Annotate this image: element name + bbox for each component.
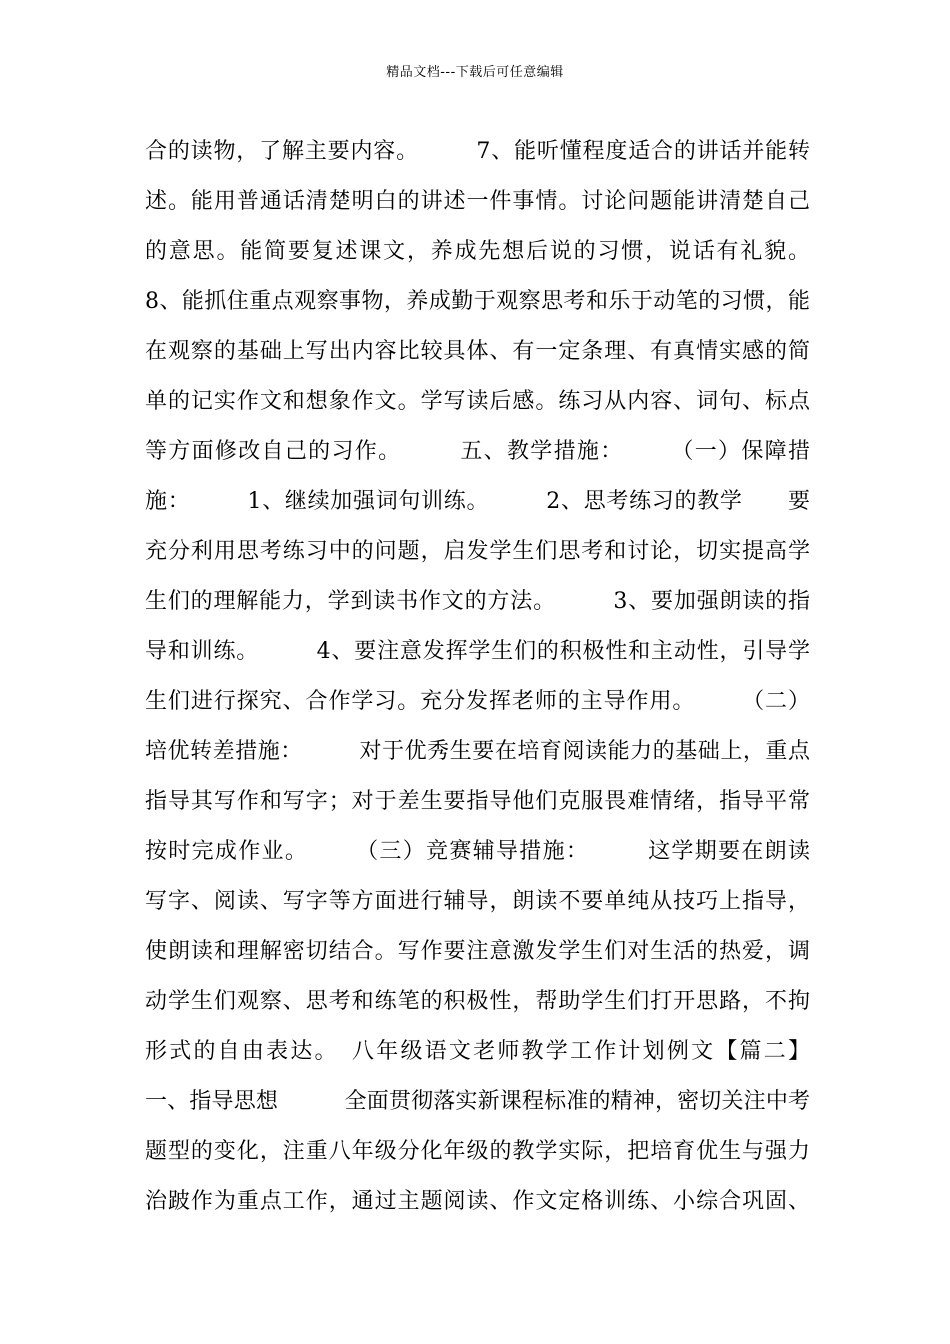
- text-line: 生们的理解能力，学到读书作文的方法。 3、要加强朗读的指: [145, 589, 810, 614]
- text-line: 等方面修改自己的习作。 五、教学措施： （一）保障措: [145, 439, 810, 464]
- text-line: 在观察的基础上写出内容比较具体、有一定条理、有真情实感的简: [145, 339, 810, 364]
- text-line: 8、能抓住重点观察事物，养成勤于观察思考和乐于动笔的习惯，能: [145, 289, 810, 314]
- text-line: 治跛作为重点工作，通过主题阅读、作文定格训练、小综合巩固、: [145, 1189, 810, 1214]
- text-line: 述。能用普通话清楚明白的讲述一件事情。讨论问题能讲清楚自己: [145, 189, 810, 214]
- text-line: 单的记实作文和想象作文。学写读后感。练习从内容、词句、标点: [145, 389, 810, 414]
- text-line: 指导其写作和写字；对于差生要指导他们克服畏难情绪，指导平常: [145, 789, 810, 814]
- text-line: 动学生们观察、思考和练笔的积极性，帮助学生们打开思路，不拘: [145, 989, 810, 1014]
- text-line: 培优转差措施： 对于优秀生要在培育阅读能力的基础上，重点: [145, 739, 810, 764]
- text-line: 使朗读和理解密切结合。写作要注意激发学生们对生活的热爱，调: [145, 939, 810, 964]
- text-line: 导和训练。 4、要注意发挥学生们的积极性和主动性，引导学: [145, 639, 810, 664]
- text-line: 充分利用思考练习中的问题，启发学生们思考和讨论，切实提高学: [145, 539, 810, 564]
- document-body: [145, 127, 810, 1227]
- text-line: 生们进行探究、合作学习。充分发挥老师的主导作用。 （二）: [145, 689, 810, 714]
- text-line: 按时完成作业。 （三）竞赛辅导措施： 这学期要在朗读: [145, 839, 810, 864]
- text-line: 合的读物，了解主要内容。 7、能听懂程度适合的讲话并能转: [145, 139, 810, 164]
- text-line: 的意思。能简要复述课文，养成先想后说的习惯，说话有礼貌。: [145, 239, 810, 264]
- text-line: 题型的变化，注重八年级分化年级的教学实际，把培育优生与强力: [145, 1139, 810, 1164]
- text-line: 施： 1、继续加强词句训练。 2、思考练习的教学 要: [145, 489, 810, 514]
- text-line: 形式的自由表达。 八年级语文老师教学工作计划例文【篇二】: [145, 1039, 810, 1064]
- text-line: 写字、阅读、写字等方面进行辅导，朗读不要单纯从技巧上指导，: [145, 889, 810, 914]
- page-header: 精品文档---下载后可任意编辑: [386, 65, 564, 80]
- text-line: 一、指导思想 全面贯彻落实新课程标准的精神，密切关注中考: [145, 1089, 810, 1114]
